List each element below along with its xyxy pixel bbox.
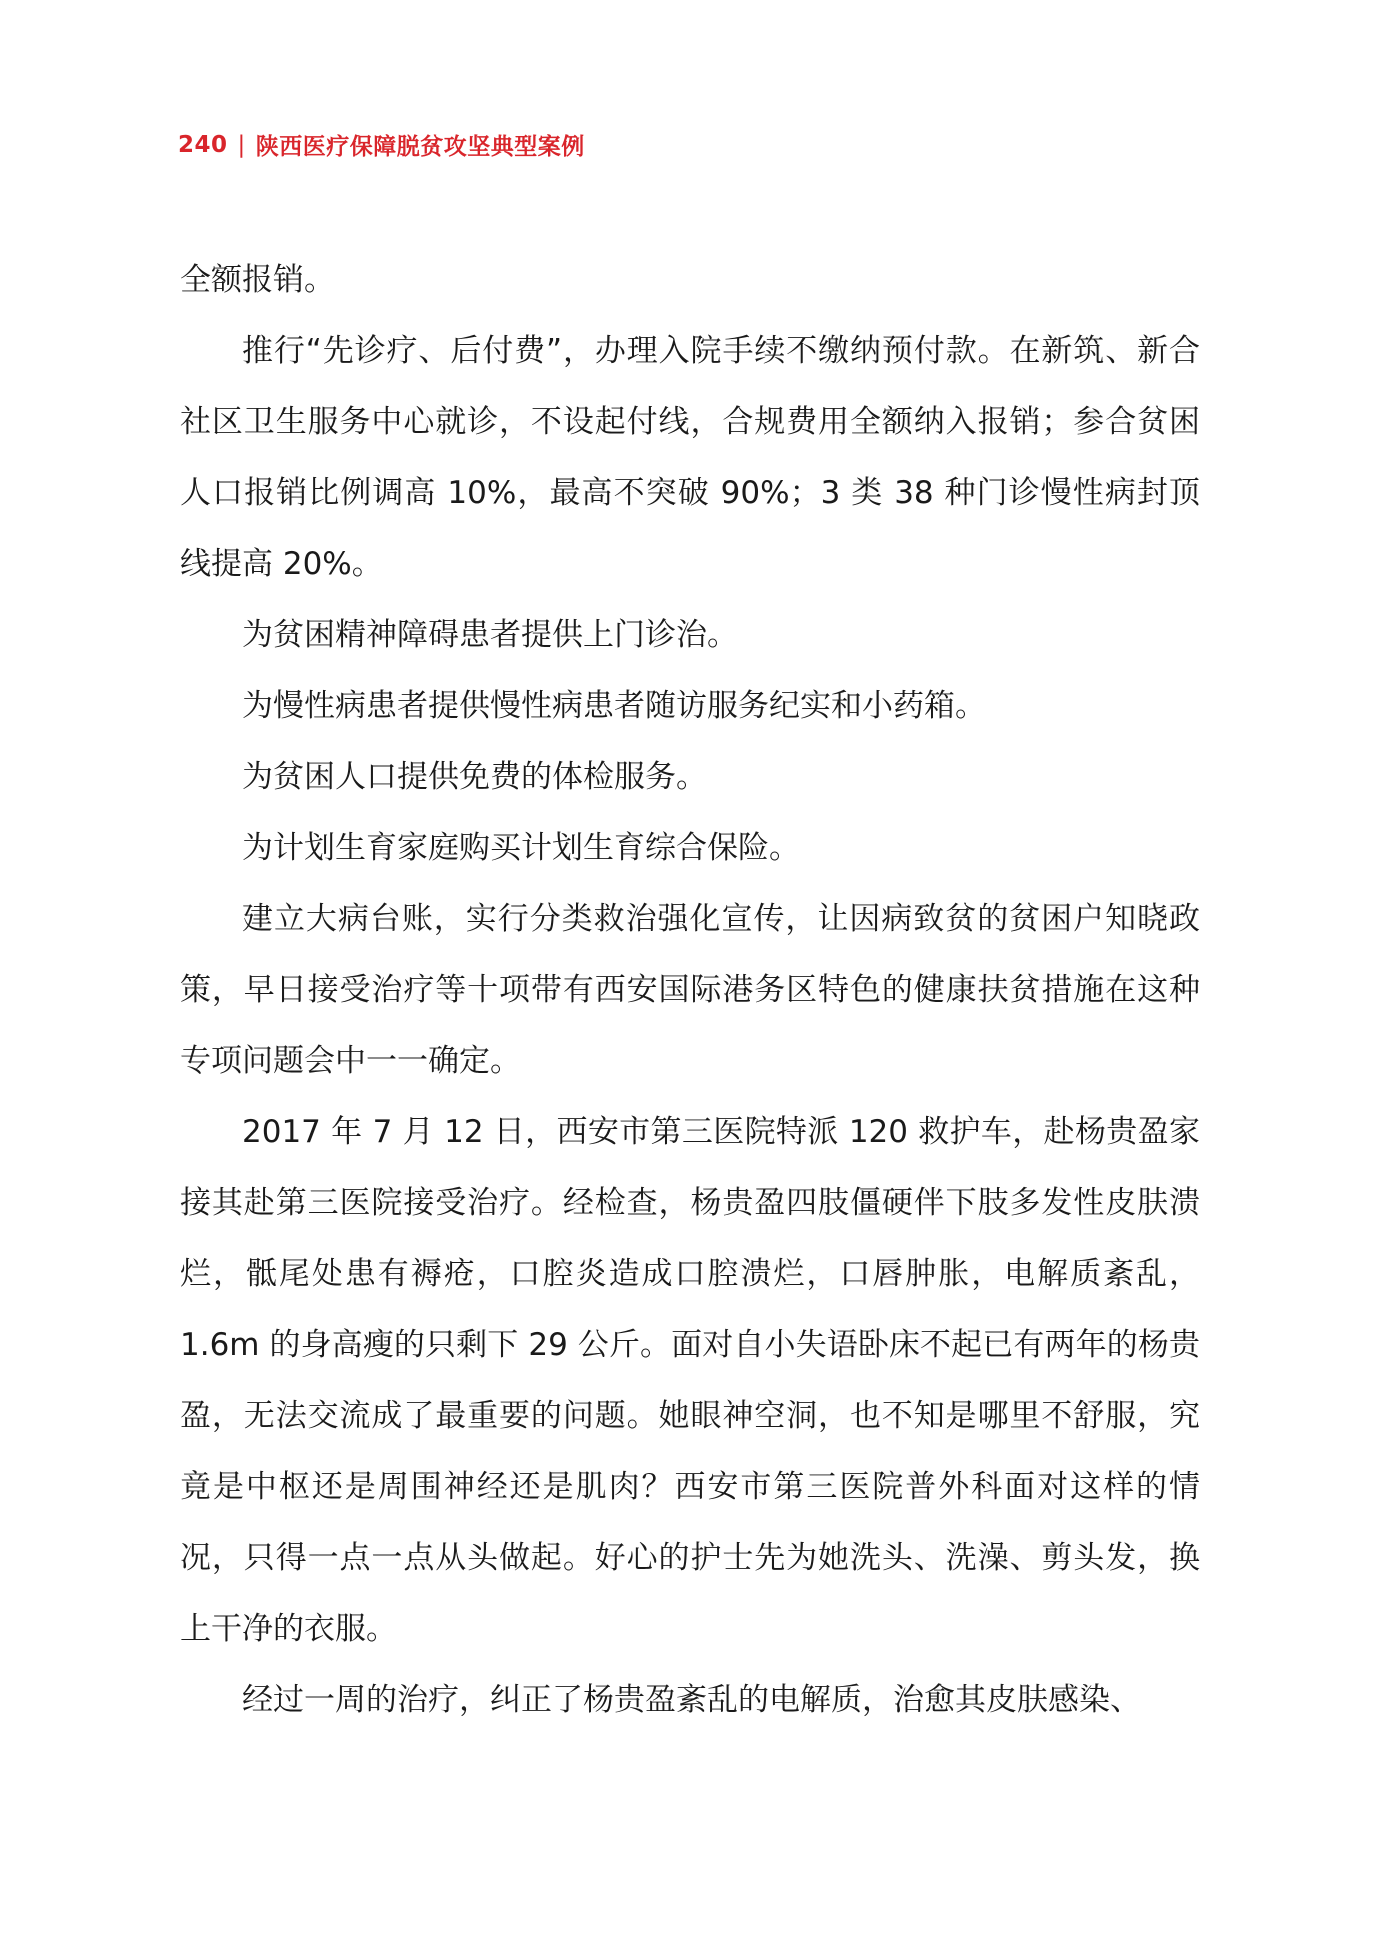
page-number: 240 xyxy=(178,131,228,158)
paragraph: 2017 年 7 月 12 日，西安市第三医院特派 120 救护车，赴杨贵盈家接其赴第三医院接受治疗。经检查，杨贵盈四肢僵硬伴下肢多发性皮肤溃烂，骶尾处患有褥疮，口腔炎造成口腔溃烂，口唇肿胀，电解质紊乱，1.6m 的身高瘦的只剩下 29 公斤。面对自小失语卧床不起已有两年的杨贵盈，无法交流成了最重要的问题。她眼神空洞，也不知是哪里不舒服，究竟是中枢还是周围神经还是肌肉？西安市第三医院普外科面对这样的情况，只得一点一点从头做起。好心的护士先为她洗头、洗澡、剪头发，换上干净的衣服。 xyxy=(180,1114,1200,1647)
header-separator: | xyxy=(237,131,246,158)
paragraph: 推行“先诊疗、后付费”，办理入院手续不缴纳预付款。在新筑、新合社区卫生服务中心就诊，不设起付线，合规费用全额纳入报销；参合贫困人口报销比例调高 10%，最高不突破 90%；3 类 38 种门诊慢性病封顶线提高 20%。 xyxy=(180,333,1200,582)
paragraph: 为计划生育家庭购买计划生育综合保险。 xyxy=(242,830,800,866)
book-title: 陕西医疗保障脱贫攻坚典型案例 xyxy=(255,134,585,160)
paragraph: 建立大病台账，实行分类救治强化宣传，让因病致贫的贫困户知晓政策，早日接受治疗等十项带有西安国际港务区特色的健康扶贫措施在这种专项问题会中一一确定。 xyxy=(180,901,1200,1079)
paragraph: 经过一周的治疗，纠正了杨贵盈紊乱的电解质，治愈其皮肤感染、 xyxy=(242,1682,1141,1718)
running-header xyxy=(178,128,585,161)
paragraph: 为贫困精神障碍患者提供上门诊治。 xyxy=(242,617,738,653)
paragraph: 为慢性病患者提供慢性病患者随访服务纪实和小药箱。 xyxy=(242,688,986,724)
paragraph: 为贫困人口提供免费的体检服务。 xyxy=(242,759,707,795)
paragraph: 全额报销。 xyxy=(180,262,335,298)
body-text xyxy=(180,245,1200,1736)
